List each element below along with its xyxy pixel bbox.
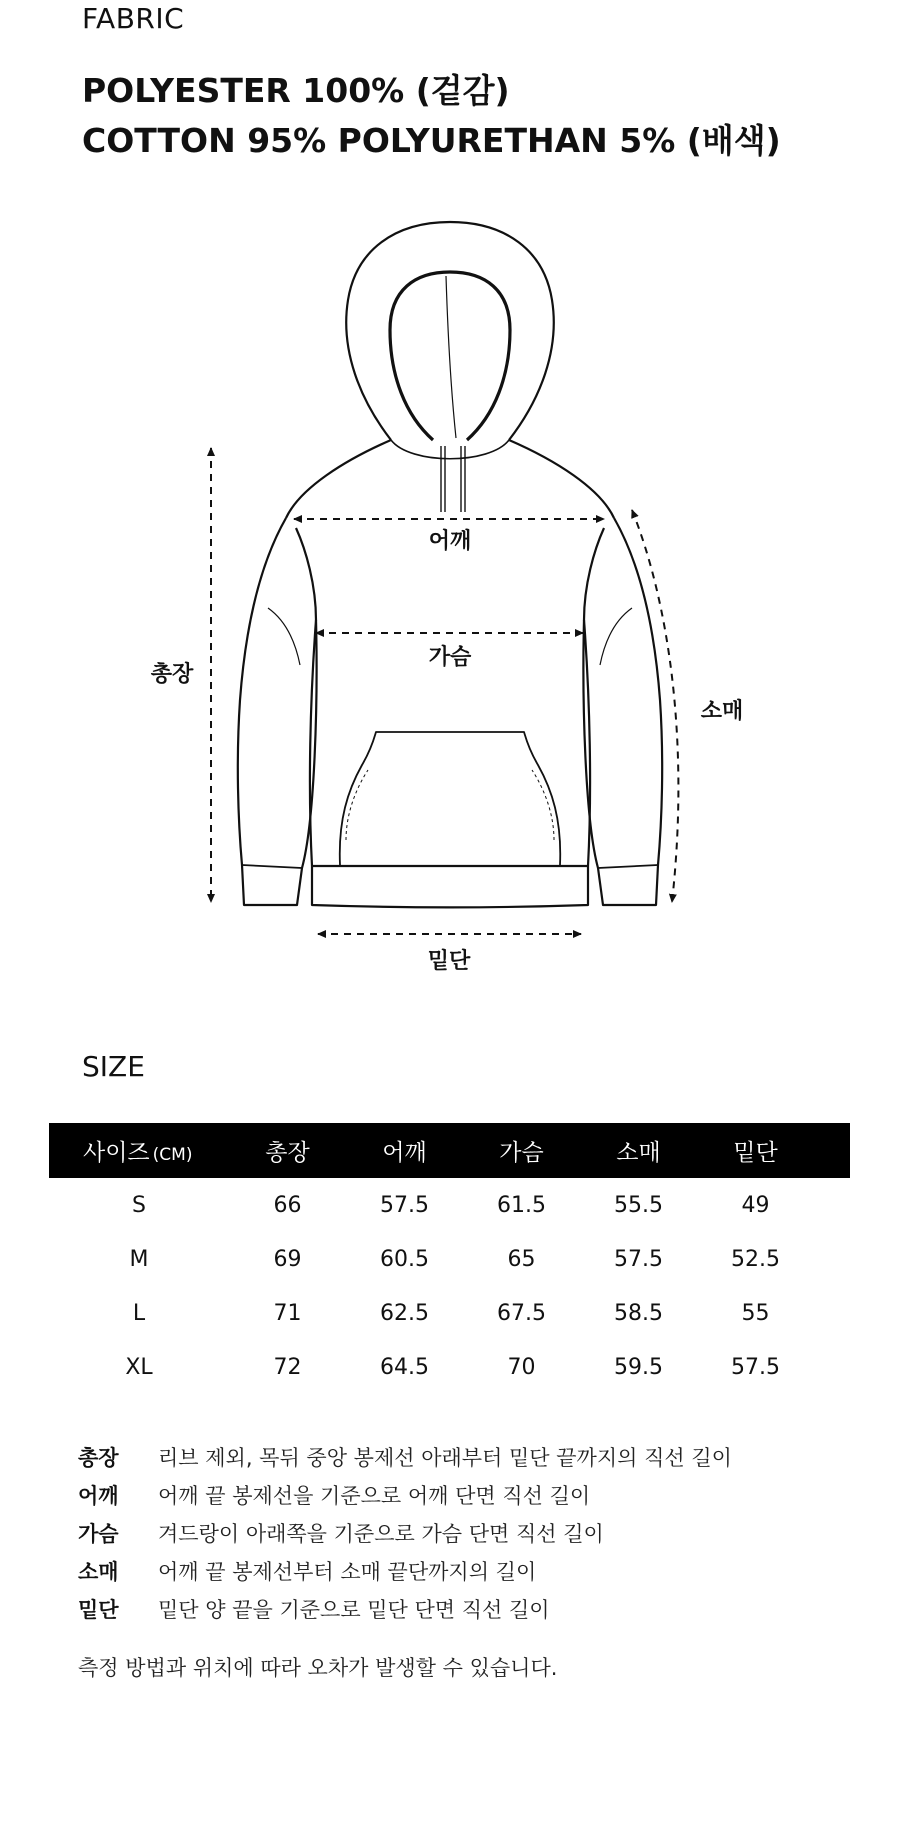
- size-cell: M: [129, 1246, 149, 1272]
- value-cell: 57.5: [380, 1192, 429, 1218]
- chest-label: 가슴: [428, 645, 472, 670]
- table-row: [49, 1232, 850, 1286]
- size-table: [49, 1123, 850, 1394]
- value-cell: 70: [507, 1354, 536, 1380]
- value-cell: 65: [507, 1246, 536, 1272]
- value-cell: 69: [273, 1246, 302, 1272]
- value-cell: 49: [741, 1192, 770, 1218]
- size-cell: XL: [125, 1354, 153, 1380]
- hem-label: 밑단: [427, 949, 471, 974]
- header-chest: 가슴: [499, 1140, 544, 1166]
- definition-text: 어깨 끝 봉제선부터 소매 끝단까지의 길이: [158, 1560, 537, 1584]
- length-label: 총장: [150, 662, 194, 687]
- definition-item: [78, 1590, 732, 1628]
- value-cell: 61.5: [497, 1192, 546, 1218]
- header-sleeve: 소매: [616, 1140, 661, 1166]
- value-cell: 71: [273, 1300, 302, 1326]
- size-cell: L: [132, 1300, 146, 1326]
- fabric-line-trim: COTTON 95% POLYURETHAN 5% (배색): [82, 121, 781, 160]
- measurement-definitions: [78, 1438, 732, 1628]
- header-length: 총장: [265, 1140, 310, 1166]
- definition-item: [78, 1476, 732, 1514]
- definition-text: 리브 제외, 목뒤 중앙 봉제선 아래부터 밑단 끝까지의 직선 길이: [158, 1446, 732, 1470]
- definition-text: 밑단 양 끝을 기준으로 밑단 단면 직선 길이: [158, 1598, 550, 1622]
- value-cell: 62.5: [380, 1300, 429, 1326]
- value-cell: 72: [273, 1354, 302, 1380]
- definition-item: [78, 1552, 732, 1590]
- sleeve-label: 소매: [700, 699, 744, 724]
- hoodie-measurement-diagram: [0, 200, 900, 1000]
- header-shoulder: 어깨: [382, 1140, 427, 1166]
- definition-text: 어깨 끝 봉제선을 기준으로 어깨 단면 직선 길이: [158, 1484, 591, 1508]
- definition-item: [78, 1438, 732, 1476]
- table-row: [49, 1178, 850, 1232]
- definition-term: 가슴: [78, 1522, 119, 1546]
- value-cell: 52.5: [731, 1246, 780, 1272]
- value-cell: 59.5: [614, 1354, 663, 1380]
- value-cell: 67.5: [497, 1300, 546, 1326]
- definition-term: 소매: [78, 1560, 119, 1584]
- shoulder-label: 어깨: [428, 529, 472, 554]
- value-cell: 55.5: [614, 1192, 663, 1218]
- fabric-composition: [82, 66, 781, 166]
- value-cell: 66: [273, 1192, 302, 1218]
- header-hem: 밑단: [733, 1140, 778, 1166]
- value-cell: 60.5: [380, 1246, 429, 1272]
- definition-item: [78, 1514, 732, 1552]
- definition-term: 밑단: [78, 1598, 119, 1622]
- value-cell: 64.5: [380, 1354, 429, 1380]
- hoodie-outline: [238, 222, 662, 907]
- table-row: [49, 1340, 850, 1394]
- table-row: [49, 1286, 850, 1340]
- header-size: 사이즈 (CM): [83, 1140, 193, 1166]
- fabric-line-shell: POLYESTER 100% (겉감): [82, 71, 510, 110]
- value-cell: 58.5: [614, 1300, 663, 1326]
- definition-term: 어깨: [78, 1484, 119, 1508]
- measurement-note: 측정 방법과 위치에 따라 오차가 발생할 수 있습니다.: [78, 1656, 558, 1680]
- size-table-header: [49, 1123, 850, 1178]
- definition-term: 총장: [78, 1446, 119, 1470]
- value-cell: 55: [741, 1300, 770, 1326]
- fabric-heading: FABRIC: [82, 2, 185, 35]
- value-cell: 57.5: [731, 1354, 780, 1380]
- definition-text: 겨드랑이 아래쪽을 기준으로 가슴 단면 직선 길이: [158, 1522, 604, 1546]
- sleeve-arrow: [632, 510, 678, 902]
- size-heading: SIZE: [82, 1050, 145, 1083]
- size-cell: S: [132, 1192, 146, 1218]
- value-cell: 57.5: [614, 1246, 663, 1272]
